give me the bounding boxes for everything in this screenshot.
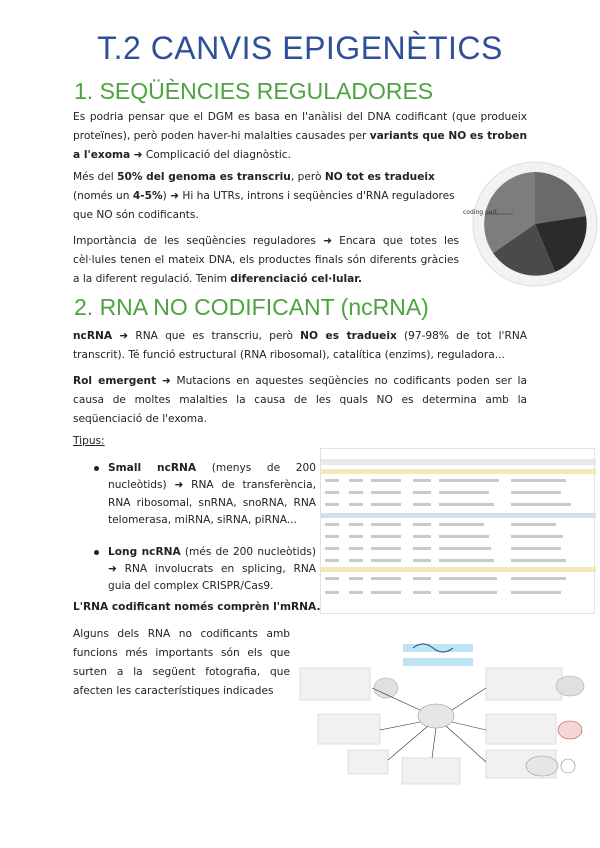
ncrna-phenotypes-figure [298,626,598,786]
list-item-small-ncrna: Small ncRNA (menys de 200 nucleòtids) ➜ RNA de transferència, RNA ribosomal, snRNA, snoRNA, RNA telomerasa, miRNA, siRNA, piRNA... [94,460,316,530]
page-title: T.2 CANVIS EPIGENÈTICS [97,30,503,66]
paragraph-genome: Més del 50% del genoma es transcriu, però NO tot es tradueix (només un 4-5%) ➜ Hi ha UTRs, introns i seqüències d'RNA reguladores que NO són codificants. [73,171,455,221]
genome-pie-image [463,158,598,293]
paragraph-regulation: Importància de les seqüències reguladores ➜ Encara que totes les cèl·lules tenen el mateix DNA, els productes finals són diferents gràcies a la diferent regulació. Tenim diferenciació cel·lular. [73,235,459,285]
paragraph-dgm: Es podria pensar que el DGM es basa en l'anàlisi del DNA codificant (que produeix proteïnes), però poden haver-hi malalties causades per variants que NO es troben a l'exoma ➜ Complicació del diagnòstic. [73,111,527,161]
mrna-statement: L'RNA codificant només comprèn l'mRNA. [73,601,321,613]
paragraph-ncrna: ncRNA ➜ RNA que es transcriu, però NO es tradueix (97-98% de tot l'RNA transcrit). Té funció estructural (RNA ribosomal), catalítica (enzims), reguladora... [73,330,527,361]
coding-part-label: coding part [463,209,498,216]
ncrna-table-image [320,448,595,614]
tipus-label: Tipus: [73,435,105,447]
paragraph-photo: Alguns dels RNA no codificants amb funcions més importants són els que surten a la següent fotografia, que afecten les característiques indicades [73,628,290,697]
section-heading-2: 2. RNA NO CODIFICANT (ncRNA) [74,294,429,320]
list-item-long-ncrna: Long ncRNA (més de 200 nucleòtids) ➜ RNA involucrats en splicing, RNA guia del complex CRISPR/Cas9. [94,544,316,596]
section-heading-1: 1. SEQÜÈNCIES REGULADORES [74,78,434,104]
ncrna-types-list [94,460,316,610]
paragraph-rol-emergent: Rol emergent ➜ Mutacions en aquestes seqüències no codificants poden ser la causa de moltes malalties la causa de les quals NO es determina amb la seqüenciació de l'exoma. [73,375,527,425]
